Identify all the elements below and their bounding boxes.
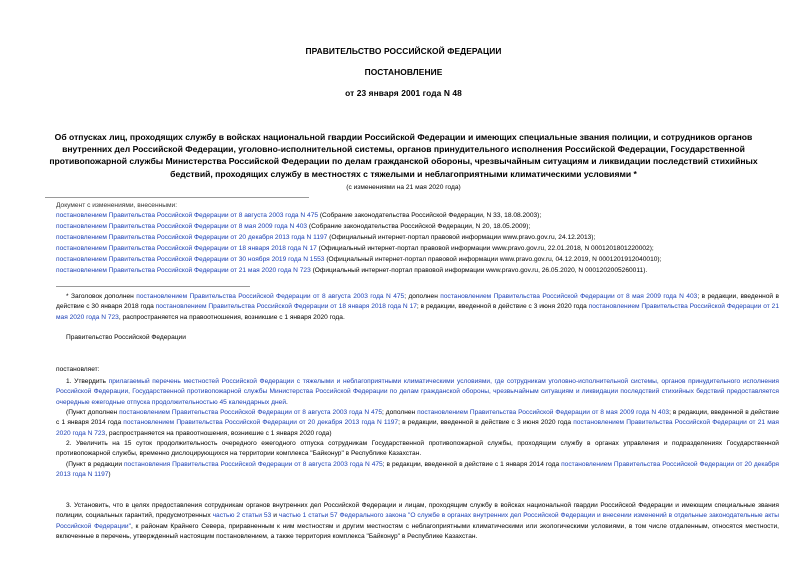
amendments-divider: [45, 197, 309, 198]
footnote-divider: [56, 286, 250, 287]
amendment-source: (Официальный интернет-портал правовой информации www.pravo.gov.ru, 04.12.2019, N 0001201912040010);: [324, 256, 662, 263]
amendment-source: (Собрание законодательства Российской Федерации, N 20, 18.05.2009);: [307, 223, 531, 230]
note-text: ; дополнен: [382, 409, 418, 416]
government-line: Правительство Российской Федерации: [66, 334, 186, 341]
amendment-link[interactable]: постановлением Правительства Российской Федерации от 18 января 2018 года N 17: [56, 245, 317, 252]
note-text: (Пункт дополнен: [66, 409, 120, 416]
note-link[interactable]: постановлением Правительства Российской Федерации от 8 мая 2009 года N 403: [417, 409, 670, 416]
amendment-link[interactable]: постановлением Правительства Российской Федерации от 20 декабря 2013 года N 1197: [56, 234, 328, 241]
note-link[interactable]: постановлением Правительства Российской Федерации от 21 мая 2020 года N 723: [56, 419, 779, 437]
note-text: ): [108, 471, 111, 479]
document-type: ПОСТАНОВЛЕНИЕ: [364, 67, 443, 77]
note-text: ; в редакции, введенной в действие с 1 января 2014 года: [56, 409, 780, 427]
amendment-item: [56, 266, 647, 276]
decree-word: постановляет:: [56, 366, 100, 373]
document-date-number: от 23 января 2001 года N 48: [345, 88, 462, 98]
amendment-link[interactable]: постановлением Правительства Российской Федерации от 8 августа 2003 года N 475: [56, 212, 319, 219]
amendment-link[interactable]: постановлением Правительства Российской Федерации от 21 мая 2020 года N 723: [56, 267, 311, 274]
amendment-source: (Официальный интернет-портал правовой информации www.pravo.gov.ru, 24.12.2013);: [327, 234, 596, 241]
note-text: (Пункт в редакции: [66, 461, 124, 468]
list-link[interactable]: прилагаемый перечень местностей Российской Федерации с тяжелыми и неблагоприятными климатическими условиями, где сотрудникам уголовно-исполнительной системы, органов принудительного исполнения Российской Федерации, Государственной противопожарной службы Министерства Российской Федерации по делам гражданской обороны, чрезвычайным ситуациям и ликвидации последствий стихийных бедствий предоставляется очередные ежегодные отпуска продолжительностью 45 календарных дней: [56, 378, 779, 406]
law-link[interactable]: частью 1 статьи 57 Федерального закона "О службе в органах внутренних дел Российской Федерации и внесении изменений в отдельные законодательные акты Российской Федерации": [56, 512, 780, 530]
amendment-item: [56, 222, 530, 232]
amendments-intro: Документ с изменениями, внесенными:: [56, 202, 178, 209]
note-text: ; в редакции, введенной в действие с 3 июня 2020 года: [398, 419, 574, 427]
amendment-source: (Официальный интернет-портал правовой информации www.pravo.gov.ru, 26.05.2020, N 0001202005260011).: [310, 267, 648, 274]
note-link[interactable]: постановлением Правительства Российской Федерации от 8 августа 2003 года N 475: [119, 409, 383, 416]
note-link[interactable]: постановления Правительства Российской Федерации от 8 августа 2003 года N 475: [123, 461, 383, 468]
footnote-link[interactable]: постановлением Правительства Российской Федерации от 21 мая 2020 года N 723: [56, 303, 779, 321]
footnote-link[interactable]: постановлением Правительства Российской Федерации от 8 мая 2009 года N 403: [440, 293, 698, 300]
amendment-source: (Официальный интернет-портал правовой информации www.pravo.gov.ru, 22.01.2018, N 0001201801220002);: [316, 245, 654, 252]
footnote-text: ; в редакции, введенной в действие с 30 января 2018 года: [56, 293, 780, 311]
paragraph-2: 2. Увеличить на 15 суток продолжительность очередного ежегодного отпуска сотрудникам Государственной противопожарной службы, проходящим службу в органах управления и подразделениях Государственной противопожарной службы, временно дислоцирующихся на территории комплекса "Байконур" в Республике Казахстан.: [56, 440, 779, 458]
paragraph-1-note: [56, 408, 779, 439]
law-link[interactable]: частью 2 статьи 53: [212, 512, 272, 520]
note-link[interactable]: постановлением Правительства Российской Федерации от 20 декабря 2013 года N 1197: [56, 461, 779, 479]
footnote-text: * Заголовок дополнен: [66, 293, 137, 300]
note-link[interactable]: постановлением Правительства Российской Федерации от 20 декабря 2013 года N 1197: [123, 419, 399, 427]
changes-note: (с изменениями на 21 мая 2020 года): [346, 184, 461, 191]
note-text: , распространяется на правоотношения, возникшие с 1 января 2020 года): [105, 429, 332, 437]
amendment-item: [56, 255, 661, 265]
amendment-source: (Собрание законодательства Российской Федерации, N 33, 18.08.2003);: [318, 212, 542, 219]
footnote-text: ; дополнен: [404, 293, 441, 300]
footnote: [56, 292, 779, 323]
amendment-link[interactable]: постановлением Правительства Российской Федерации от 30 ноября 2019 года N 1553: [56, 256, 325, 263]
amendment-item: [56, 211, 541, 221]
amendment-link[interactable]: постановлением Правительства Российской Федерации от 8 мая 2009 года N 403: [56, 223, 308, 230]
footnote-link[interactable]: постановлением Правительства Российской Федерации от 18 января 2018 года N 17: [155, 303, 417, 311]
footnote-text: , распространяется на правоотношения, возникшие с 1 января 2020 года.: [118, 313, 345, 321]
note-text: ; в редакции, введенной в действие с 1 января 2014 года: [382, 461, 562, 468]
paragraph-text: .: [286, 398, 288, 406]
footnote-text: ; в редакции, введенной в действие с 3 июня 2020 года: [416, 303, 589, 311]
paragraph-text: и: [271, 512, 279, 520]
paragraph-text: , к районам Крайнего Севера, приравненным к ним местностям и другим местностям с неблагоприятными климатическими или экологическими условиями, в том числе отдаленным, относятся местности, включенные в перечень, утвержденный настоящим постановлением, а также территория комплекса "Байконур" в Республике Казахстан.: [56, 522, 779, 541]
paragraph-text: 3. Установить, что в целях предоставления сотрудникам органов внутренних дел Российской Федерации и лицам, проходящим службу в войсках национальной гвардии Российской Федерации и имеющим специальные звания полиции, социальных гарантий, предусмотренных: [56, 502, 779, 520]
document-title: Об отпусках лиц, проходящих службу в войсках национальной гвардии Российской Федерации и имеющих специальные звания полиции, и сотрудников органов внутренних дел Российской Федерации, уголовно-исполнительной системы, органов принудительного исполнения Российской Федерации, Государственной противопожарной службы Министерства Российской Федерации по делам гражданской обороны, чрезвычайным ситуациям и ликвидации последствий стихийных бедствий, проходящих службу в местностях с тяжелыми и неблагоприятными климатическими условиями *: [49, 132, 758, 179]
paragraph-1: [56, 377, 779, 408]
paragraph-text: 1. Утвердить: [66, 378, 109, 385]
government-heading: ПРАВИТЕЛЬСТВО РОССИЙСКОЙ ФЕДЕРАЦИИ: [305, 46, 502, 56]
footnote-link[interactable]: постановлением Правительства Российской Федерации от 8 августа 2003 года N 475: [136, 293, 405, 300]
amendment-item: [56, 244, 654, 254]
paragraph-3: [56, 501, 779, 543]
paragraph-2-note: [56, 460, 779, 481]
amendment-item: [56, 233, 595, 243]
